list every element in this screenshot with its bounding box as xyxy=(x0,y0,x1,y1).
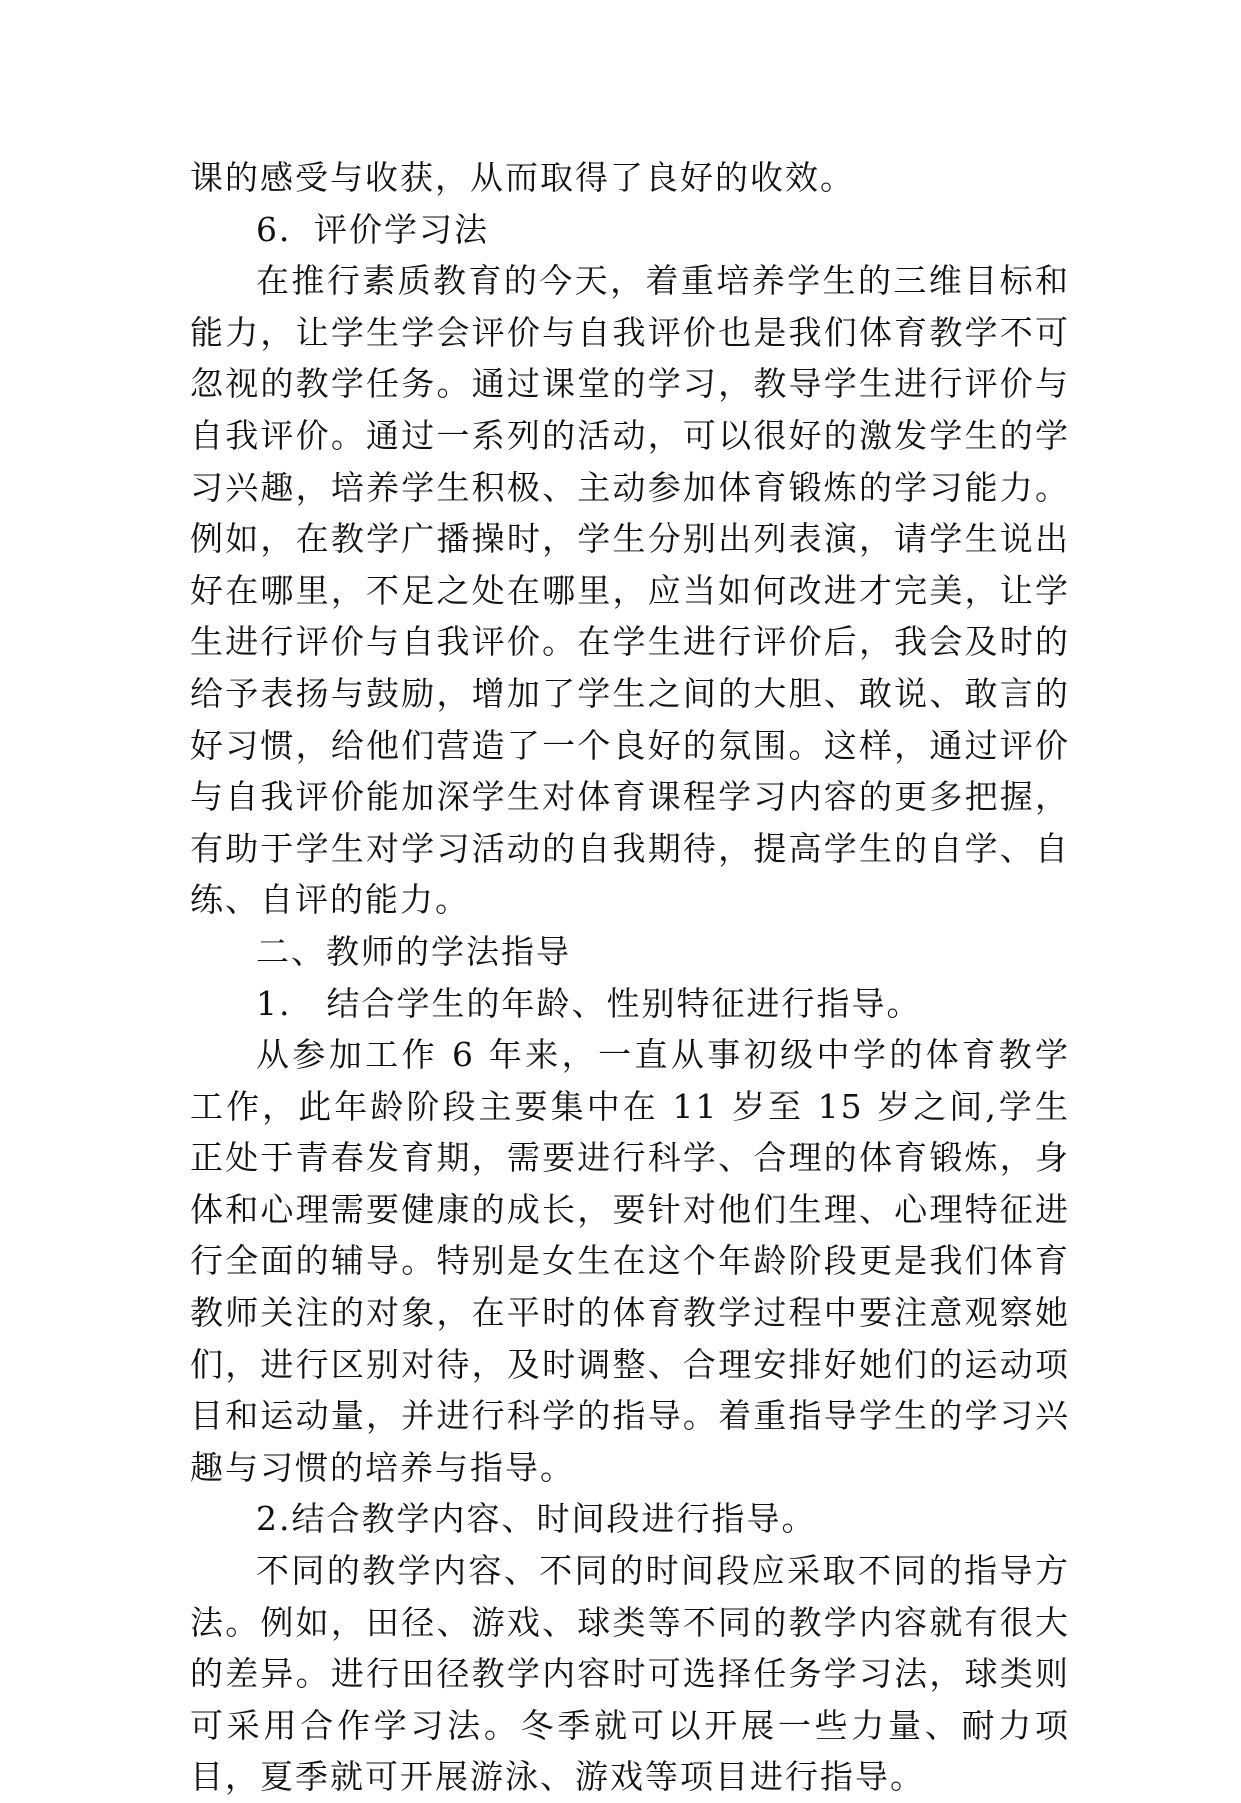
paragraph-age-gender: 从参加工作 6 年来，一直从事初级中学的体育教学工作，此年龄阶段主要集中在 11 岁至 15 岁之间,学生正处于青春发育期，需要进行科学、合理的体育锻炼，身体和心理需要健康的成长，要针对他们生理、心理特征进行全面的辅导。特别是女生在这个年龄阶段更是我们体育教师关注的对象，在平时的体育教学过程中要注意观察她们，进行区别对待，及时调整、合理安排好她们的运动项目和运动量，并进行科学的指导。着重指导学生的学习兴趣与习惯的培养与指导。 xyxy=(190,1035,1070,1487)
heading-content-time: 2.结合教学内容、时间段进行指导。 xyxy=(256,1499,817,1539)
paragraph-content-time: 不同的教学内容、不同的时间段应采取不同的指导方法。例如，田径、游戏、球类等不同的教学内容就有很大的差异。进行田径教学内容时可选择任务学习法，球类则可采用合作学习法。冬季就可以开展一些力量、耐力项目，夏季就可开展游泳、游戏等项目进行指导。 xyxy=(190,1551,1070,1797)
document-body xyxy=(190,152,1070,1803)
heading-evaluation-method: 6．评价学习法 xyxy=(256,209,489,249)
heading-teacher-guidance: 二、教师的学法指导 xyxy=(256,931,571,971)
paragraph-evaluation: 在推行素质教育的今天，着重培养学生的三维目标和能力，让学生学会评价与自我评价也是我们体育教学不可忽视的教学任务。通过课堂的学习，教导学生进行评价与自我评价。通过一系列的活动，可以很好的激发学生的学习兴趣，培养学生积极、主动参加体育锻炼的学习能力。例如，在教学广播操时，学生分别出列表演，请学生说出好在哪里，不足之处在哪里，应当如何改进才完美，让学生进行评价与自我评价。在学生进行评价后，我会及时的给予表扬与鼓励，增加了学生之间的大胆、敢说、敢言的好习惯，给他们营造了一个良好的氛围。这样，通过评价与自我评价能加深学生对体育课程学习内容的更多把握，有助于学生对学习活动的自我期待，提高学生的自学、自练、自评的能力。 xyxy=(190,261,1070,920)
paragraph-continuation: 课的感受与收获，从而取得了良好的收效。 xyxy=(190,158,855,197)
heading-age-gender: 1. 结合学生的年龄、性别特征进行指导。 xyxy=(256,983,922,1023)
